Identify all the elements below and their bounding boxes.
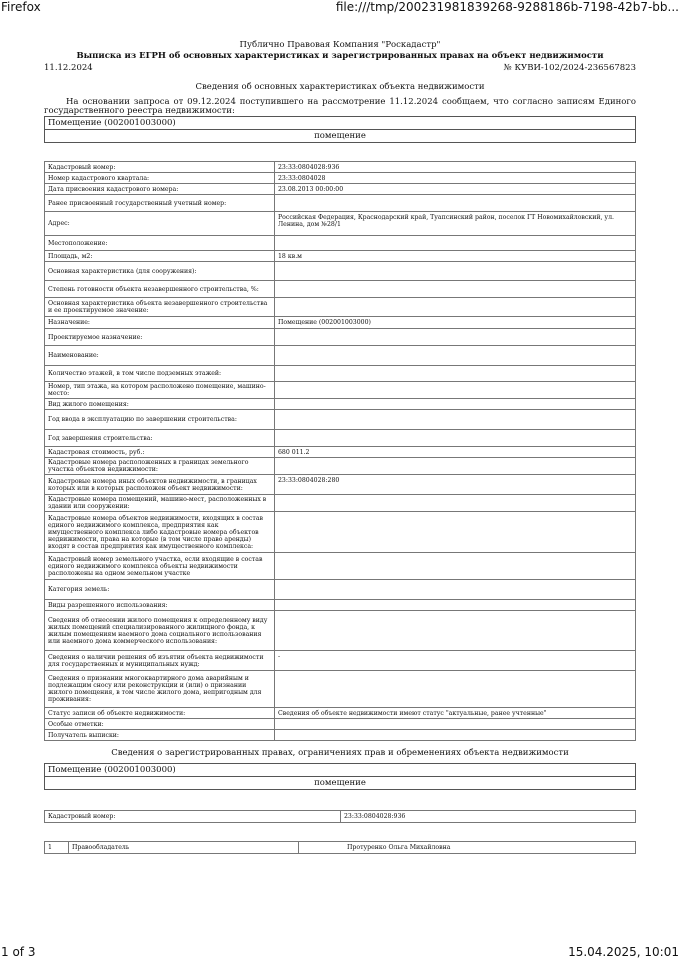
browser-print-footer <box>0 945 680 960</box>
section-rights-title: Сведения о зарегистрированных правах, ограничениях прав и обременениях объекта недвижимости <box>111 748 569 758</box>
property-label: Кадастровые номера помещений, машино-мест, расположенных в здании или сооружении: <box>45 495 275 512</box>
cadastral-value: 23:33:0804028:936 <box>341 811 636 823</box>
cadastral-label: Кадастровый номер: <box>45 811 341 823</box>
table-row <box>45 719 636 730</box>
property-label: Сведения о наличии решения об изъятии объекта недвижимости для государственных и муниципальных нужд: <box>45 651 275 671</box>
property-value <box>275 399 636 410</box>
property-label: Наименование: <box>45 346 275 366</box>
table-row <box>45 495 636 512</box>
property-label: Проектируемое назначение: <box>45 329 275 346</box>
table-row <box>45 842 636 854</box>
property-value: 23:33:0804028:280 <box>275 475 636 495</box>
property-label: Виды разрешенного использования: <box>45 600 275 611</box>
table-row <box>45 580 636 600</box>
property-value <box>275 671 636 708</box>
property-value: Сведения об объекте недвижимости имеют статус "актуальные, ранее учтенные" <box>275 708 636 719</box>
browser-print-header <box>0 0 680 16</box>
property-label: Кадастровая стоимость, руб.: <box>45 447 275 458</box>
property-value <box>275 495 636 512</box>
document-title: Выписка из ЕГРН об основных характеристиках и зарегистрированных правах на объект недвижимости <box>76 51 604 61</box>
property-value <box>275 512 636 553</box>
table-row <box>45 600 636 611</box>
table-row <box>45 671 636 708</box>
property-value <box>275 730 636 741</box>
print-datetime: 15.04.2025, 10:01 <box>568 945 679 959</box>
property-label: Вид жилого помещения: <box>45 399 275 410</box>
property-value <box>275 262 636 281</box>
property-label: Местоположение: <box>45 236 275 251</box>
property-label: Кадастровые номера объектов недвижимости, входящих в состав единого недвижимого комплекса, предприятия как имущественного комплекса либо кадастровые номера объектов недвижимости, права на которые (в том числе право аренды) входят в состав предприятия как имущественного комплекса: <box>45 512 275 553</box>
table-row <box>45 651 636 671</box>
document-page <box>44 40 636 854</box>
property-label: Год завершения строительства: <box>45 430 275 447</box>
page-counter: 1 of 3 <box>1 945 36 959</box>
table-row <box>45 512 636 553</box>
table-row <box>45 162 636 173</box>
table-row <box>45 366 636 382</box>
table-row <box>45 184 636 195</box>
property-value: 23.08.2013 00:00:00 <box>275 184 636 195</box>
property-label: Ранее присвоенный государственный учетный номер: <box>45 195 275 212</box>
table-row <box>45 382 636 399</box>
property-label: Дата присвоения кадастрового номера: <box>45 184 275 195</box>
rights-cadastral-table <box>44 810 636 823</box>
property-value <box>275 329 636 346</box>
rights-object-box <box>44 763 636 790</box>
table-row <box>45 553 636 580</box>
property-value <box>275 236 636 251</box>
table-row <box>45 346 636 366</box>
property-value: 18 кв.м <box>275 251 636 262</box>
section-characteristics-title: Сведения об основных характеристиках объекта недвижимости <box>195 82 485 92</box>
property-label: Кадастровые номера иных объектов недвижимости, в границах которых или в которых расположен объект недвижимости: <box>45 475 275 495</box>
rights-object-name: Помещение (002001003000) <box>45 764 635 777</box>
property-value <box>275 719 636 730</box>
table-row <box>45 262 636 281</box>
table-row <box>45 708 636 719</box>
property-value <box>275 281 636 298</box>
property-value <box>275 611 636 651</box>
table-row <box>45 811 636 823</box>
property-value <box>275 430 636 447</box>
property-label: Основная характеристика (для сооружения): <box>45 262 275 281</box>
property-value <box>275 298 636 317</box>
table-row <box>45 475 636 495</box>
property-label: Статус записи об объекте недвижимости: <box>45 708 275 719</box>
property-value: - <box>275 651 636 671</box>
property-value <box>275 580 636 600</box>
object-name: Помещение (002001003000) <box>45 117 635 130</box>
rights-holder-table <box>44 841 636 854</box>
document-date: 11.12.2024 <box>44 63 93 73</box>
intro-paragraph: На основании запроса от 09.12.2024 поступившего на рассмотрение 11.12.2024 сообщаем, что согласно записям Единого государственного реестра недвижимости: <box>44 97 636 116</box>
property-label: Степень готовности объекта незавершенного строительства, %: <box>45 281 275 298</box>
page-url: file:///tmp/200231981839268-9288186b-7198-42b7-bb... <box>335 0 679 14</box>
date-number-row <box>44 62 636 74</box>
table-row <box>45 410 636 430</box>
property-label: Категория земель: <box>45 580 275 600</box>
property-value: Российская Федерация, Краснодарский край, Туапсинский район, поселок ГТ Новомихайловский, ул. Ленина, дом №28/1 <box>275 212 636 236</box>
rights-object-type: помещение <box>314 778 366 788</box>
property-value <box>275 382 636 399</box>
table-row <box>45 447 636 458</box>
table-row <box>45 212 636 236</box>
property-label: Номер кадастрового квартала: <box>45 173 275 184</box>
property-label: Назначение: <box>45 317 275 329</box>
table-row <box>45 329 636 346</box>
property-value <box>275 600 636 611</box>
table-row <box>45 281 636 298</box>
property-value <box>275 458 636 475</box>
property-label: Основная характеристика объекта незавершенного строительства и ее проектируемое значение: <box>45 298 275 317</box>
table-row <box>45 236 636 251</box>
property-label: Адрес: <box>45 212 275 236</box>
property-value <box>275 195 636 212</box>
holder-label: Правообладатель <box>69 842 299 854</box>
right-number: 1 <box>45 842 69 854</box>
table-row <box>45 430 636 447</box>
property-value: 680 011.2 <box>275 447 636 458</box>
table-row <box>45 251 636 262</box>
property-label: Кадастровые номера расположенных в границах земельного участка объектов недвижимости: <box>45 458 275 475</box>
table-row <box>45 298 636 317</box>
table-row <box>45 195 636 212</box>
property-value <box>275 410 636 430</box>
organization-name: Публично Правовая Компания "Роскадастр" <box>239 40 441 50</box>
table-row <box>45 173 636 184</box>
properties-table <box>44 161 636 741</box>
property-label: Получатель выписки: <box>45 730 275 741</box>
property-value <box>275 366 636 382</box>
table-row <box>45 317 636 329</box>
table-row <box>45 730 636 741</box>
property-label: Сведения о признании многоквартирного дома аварийным и подлежащим сносу или реконструкции и (или) о признании жилого помещения, в том числе жилого дома, непригодным для проживания: <box>45 671 275 708</box>
document-number: № КУВИ-102/2024-236567823 <box>503 63 636 73</box>
property-label: Кадастровый номер: <box>45 162 275 173</box>
property-label: Сведения об отнесении жилого помещения к определенному виду жилых помещений специализированного жилищного фонда, к жилым помещениям наемного дома социального использования или наемного дома коммерческого использования: <box>45 611 275 651</box>
property-label: Год ввода в эксплуатацию по завершении строительства: <box>45 410 275 430</box>
property-value: 23:33:0804028:936 <box>275 162 636 173</box>
property-value <box>275 553 636 580</box>
property-label: Кадастровый номер земельного участка, если входящие в состав единого недвижимого комплекса объекты недвижимости расположены на одном земельном участке <box>45 553 275 580</box>
property-label: Количество этажей, в том числе подземных этажей: <box>45 366 275 382</box>
property-value: 23:33:0804028 <box>275 173 636 184</box>
property-value: Помещение (002001003000) <box>275 317 636 329</box>
table-row <box>45 399 636 410</box>
table-row <box>45 458 636 475</box>
object-header-box <box>44 116 636 143</box>
property-label: Площадь, м2: <box>45 251 275 262</box>
browser-app-name: Firefox <box>1 0 41 14</box>
table-row <box>45 611 636 651</box>
property-label: Особые отметки: <box>45 719 275 730</box>
property-value <box>275 346 636 366</box>
holder-value: Протуренко Ольга Михайловна <box>299 842 636 854</box>
object-type: помещение <box>314 131 366 141</box>
property-label: Номер, тип этажа, на котором расположено помещение, машино-место: <box>45 382 275 399</box>
